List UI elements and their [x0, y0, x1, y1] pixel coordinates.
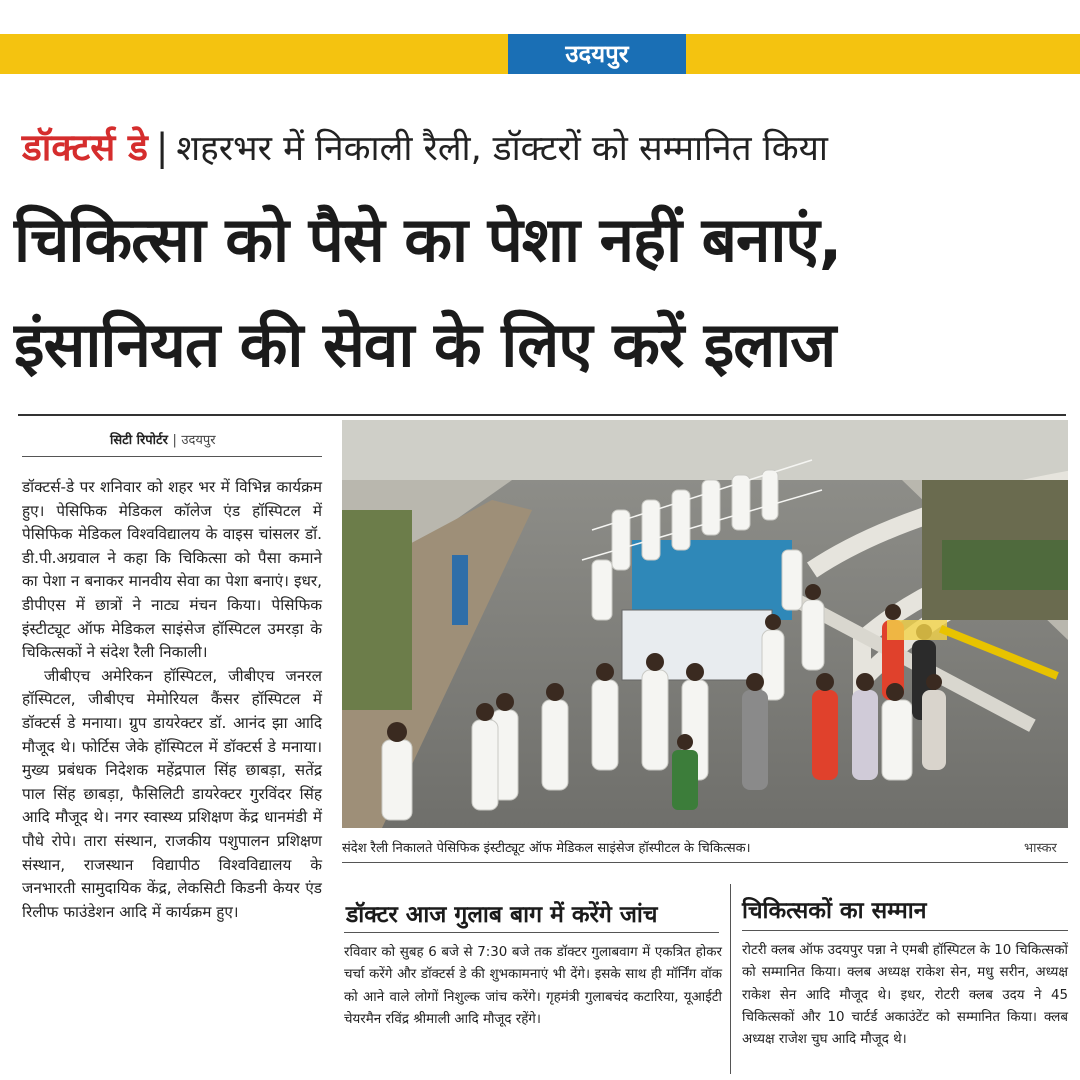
- story-right-body: रोटरी क्लब ऑफ उदयपुर पन्ना ने एमबी हॉस्पिटल के 10 चिकित्सकों को सम्मानित किया। क्लब अध्यक्ष राकेश सेन, मधु सरीन, अध्यक्ष राकेश सेन आदि मौजूद थे। इधर, रोटरी क्लब उदय ने 45 चिकित्सकों और 10 चार्टर्ड अकाउंटेंट को सम्मानित किया। क्लब अध्यक्ष राजेश चुघ आदि मौजूद थे।: [742, 943, 1068, 1048]
- rally-photo-illustration: [342, 420, 1068, 828]
- story-left-rule: [344, 932, 719, 933]
- column-divider: [730, 884, 731, 1074]
- main-story-body: [22, 476, 322, 924]
- main-story-paragraph: जीबीएच अमेरिकन हॉस्पिटल, जीबीएच जनरल हॉस्पिटल, जीबीएच मेमोरियल कैंसर हॉस्पिटल में डॉक्टर्स डे मनाया। ग्रुप डायरेक्टर डॉ. आनंद झा आदि मौजूद थे। फोर्टिस जेके हॉस्पिटल में डॉक्टर्स डे मनाया। मुख्य प्रबंधक निदेशक महेंद्रपाल सिंह छाबड़ा, सतेंद्र पाल सिंह छाबड़ा, फैसिलिटी डायरेक्टर गुरविंदर सिंह आदि मौजूद थे। नगर स्वास्थ्य प्रशिक्षण केंद्र धानमंडी में पौधे रोपे। तारा संस्थान, राजकीय पशुपालन प्रशिक्षण संस्थान, राजस्थान विद्यापीठ विश्वविद्यालय के जनभारती सामुदायिक केंद्र, लेकसिटी किडनी केयर एंड रिलीफ फाउंडेशन आदि में कार्यक्रम हुए।: [22, 666, 322, 921]
- story-right-title: चिकित्सकों का सम्मान: [742, 898, 927, 924]
- kicker-tag: डॉक्टर्स डे: [22, 126, 148, 169]
- byline-separator: |: [172, 433, 177, 448]
- byline: [110, 430, 216, 448]
- kicker-line: [22, 120, 1072, 176]
- story-left-title: डॉक्टर आज गुलाब बाग में करेंगे जांच: [346, 902, 658, 928]
- city-label: उदयपुर: [508, 34, 686, 74]
- headline-line-2: इंसानियत की सेवा के लिए करें इलाज: [14, 308, 836, 381]
- photo-caption: संदेश रैली निकालते पेसिफिक इंस्टीट्यूट ऑफ मेडिकल साइंसेज हॉस्पीटल के चिकित्सक।: [342, 841, 751, 856]
- kicker-separator: |: [155, 126, 169, 169]
- byline-rule: [22, 456, 322, 457]
- story-right-rule: [742, 930, 1068, 931]
- caption-rule: [342, 862, 1068, 863]
- byline-reporter: सिटी रिपोर्टर: [110, 433, 168, 448]
- headline-line-1: चिकित्सा को पैसे का पेशा नहीं बनाएं,: [14, 203, 842, 276]
- photo-credit: भास्कर: [1024, 841, 1057, 856]
- main-story-paragraph: डॉक्टर्स-डे पर शनिवार को शहर भर में विभिन्न कार्यक्रम हुए। पेसिफिक मेडिकल कॉलेज एंड हॉस्पिटल में पेसिफिक मेडिकल विश्वविद्यालय के वाइस चांसलर डॉ. डी.पी.अग्रवाल ने कहा कि चिकित्सा को पैसा कमाने का पेशा न बनाकर मानवीय सेवा का पेशा बनाएं। इधर, डीपीएस में छात्रों ने नाट्य मंचन किया। पेसिफिक इंस्टीट्यूट ऑफ मेडिकल साइंसेज हॉस्पिटल उमरड़ा के चिकित्सकों ने संदेश रैली निकाली।: [22, 478, 322, 662]
- rally-photo: [342, 420, 1068, 828]
- story-left-body: रविवार को सुबह 6 बजे से 7:30 बजे तक डॉक्टर गुलाबवाग में एकत्रित होकर चर्चा करेंगे और डॉक्टर्स डे की शुभकामनाएं भी देंगे। इसके साथ ही मॉर्निंग वॉक को आने वाले लोगों निशुल्क जांच करेंगे। गृहमंत्री गुलाबचंद कटारिया, यूआईटी चेयरमैन रविंद्र श्रीमाली आदि मौजूद रहेंगे।: [344, 945, 723, 1027]
- headline-rule: [18, 414, 1066, 416]
- byline-location: उदयपुर: [181, 433, 216, 448]
- kicker-text: शहरभर में निकाली रैली, डॉक्टरों को सम्मानित किया: [176, 129, 828, 169]
